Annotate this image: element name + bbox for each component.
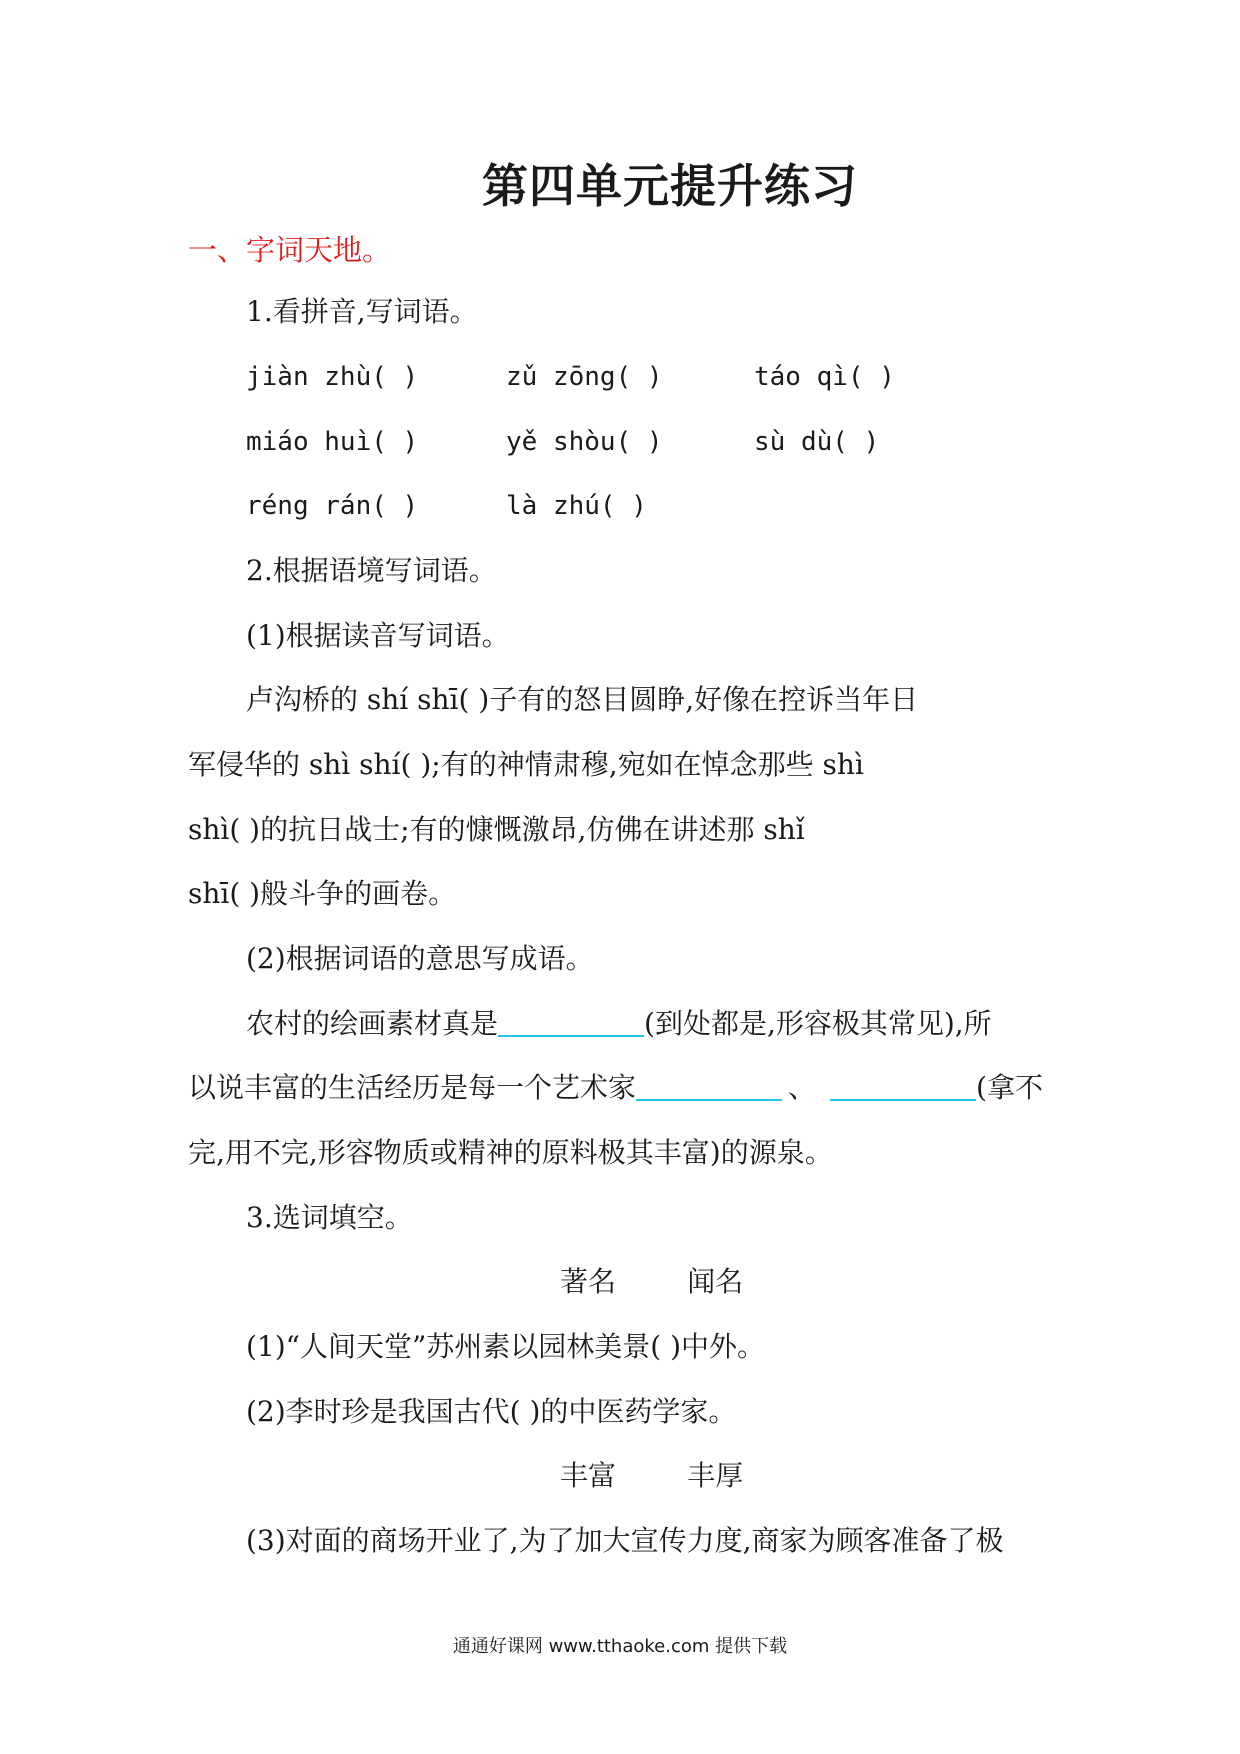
- answer-blank[interactable]: [498, 1005, 644, 1037]
- word-choices: 丰富 丰厚: [560, 1459, 744, 1492]
- text-segment: (拿不: [976, 1071, 1043, 1104]
- paragraph-line: [246, 1004, 992, 1044]
- paragraph-line: shì( )的抗日战士;有的慷慨激昂,仿佛在讲述那 shǐ: [188, 813, 805, 846]
- answer-blank[interactable]: [830, 1069, 976, 1101]
- fill-in-sentence: (2)李时珍是我国古代( )的中医药学家。: [246, 1395, 737, 1428]
- pinyin-item: yě shòu( ): [506, 427, 663, 457]
- paragraph-line: shī( )般斗争的画卷。: [188, 877, 457, 910]
- paragraph-line: 完,用不完,形容物质或精神的原料极其丰富)的源泉。: [188, 1136, 833, 1169]
- paragraph-line: 卢沟桥的 shí shī( )子有的怒目圆睁,好像在控诉当年日: [246, 683, 919, 716]
- pinyin-item: jiàn zhù( ): [246, 362, 419, 392]
- answer-blank[interactable]: [636, 1069, 782, 1101]
- word-choices: 著名 闻名: [560, 1265, 744, 1298]
- text-segment: (到处都是,形容极其常见),所: [644, 1007, 992, 1040]
- sub-question-heading: (1)根据读音写词语。: [246, 619, 510, 652]
- paragraph-line: [188, 1068, 1043, 1108]
- question-1-heading: 1.看拼音,写词语。: [246, 295, 478, 328]
- pinyin-item: miáo huì( ): [246, 427, 419, 457]
- pinyin-item: sù dù( ): [754, 427, 880, 457]
- paragraph-line: 军侵华的 shì shí( );有的神情肃穆,宛如在悼念那些 shì: [188, 748, 864, 781]
- fill-in-sentence: (3)对面的商场开业了,为了加大宣传力度,商家为顾客准备了极: [246, 1524, 1004, 1557]
- pinyin-item: réng rán( ): [246, 491, 419, 521]
- pinyin-item: là zhú( ): [506, 491, 647, 521]
- sub-question-heading: (2)根据词语的意思写成语。: [246, 942, 594, 975]
- question-3-heading: 3.选词填空。: [246, 1201, 413, 1234]
- fill-in-sentence: (1)“人间天堂”苏州素以园林美景( )中外。: [246, 1330, 766, 1363]
- pinyin-item: zǔ zōng( ): [506, 362, 663, 392]
- text-segment: 以说丰富的生活经历是每一个艺术家: [188, 1071, 637, 1104]
- question-2-heading: 2.根据语境写词语。: [246, 554, 497, 587]
- pinyin-item: táo qì( ): [754, 362, 895, 392]
- page-title: 第四单元提升练习: [482, 159, 858, 213]
- section-heading: 一、字词天地。: [188, 233, 392, 267]
- text-segment: 农村的绘画素材真是: [246, 1007, 499, 1040]
- footer-watermark: 通通好课网 www.tthaoke.com 提供下载: [452, 1636, 788, 1657]
- text-segment: 、: [788, 1071, 817, 1104]
